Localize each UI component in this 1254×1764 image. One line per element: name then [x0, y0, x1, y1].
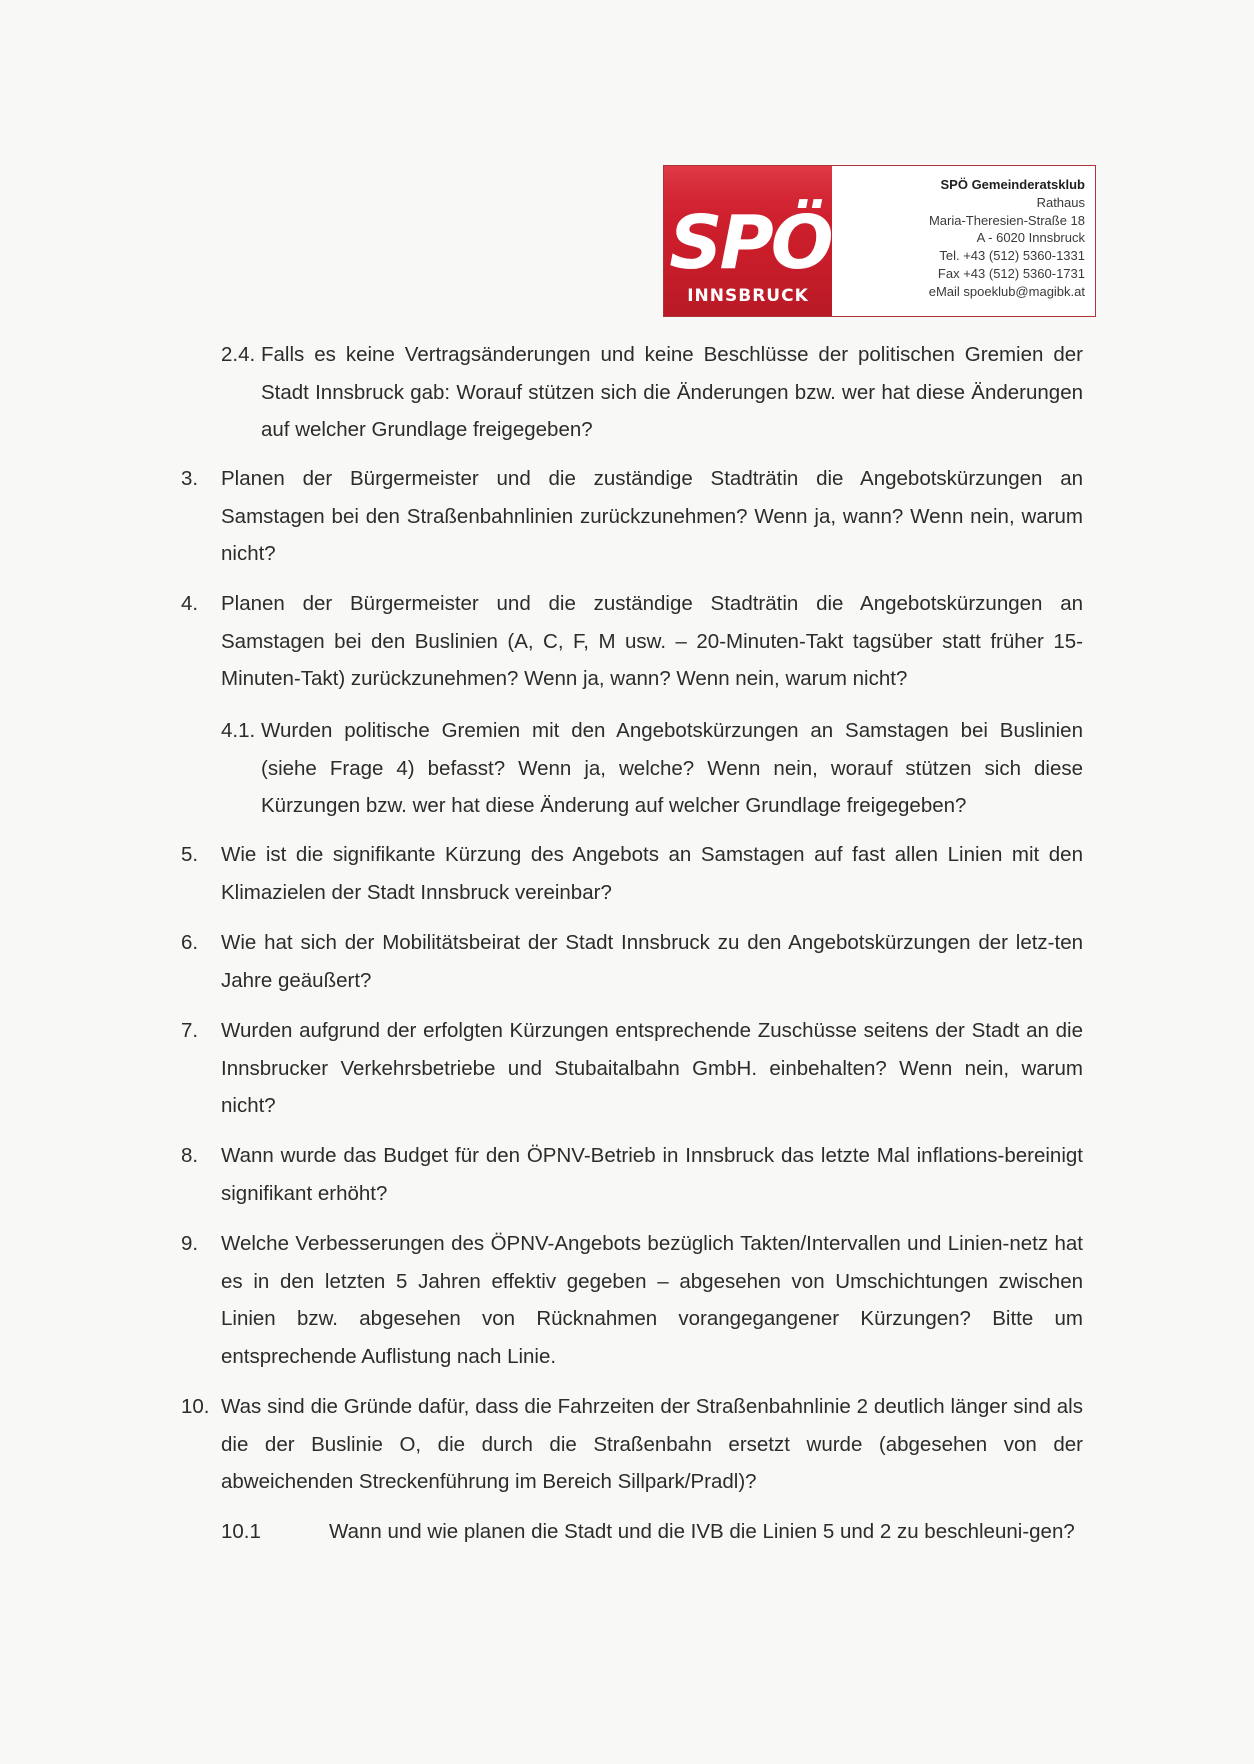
- question-item: [221, 1513, 1083, 1551]
- question-number: 10.: [181, 1395, 210, 1418]
- question-item: [181, 1137, 1083, 1212]
- letterhead: [663, 165, 1096, 317]
- question-number: 2.4.: [221, 343, 256, 366]
- question-text: [181, 1225, 1083, 1375]
- logo-city: INNSBRUCK: [687, 286, 809, 306]
- question-number: 9.: [181, 1232, 199, 1255]
- question-item: [181, 836, 1083, 911]
- question-text-content: Wurden aufgrund der erfolgten Kürzungen entsprechende Zuschüsse seitens der Stadt an die Innsbrucker Verkehrsbetriebe und Stubaitalbahn GmbH. einbehalten? Wenn nein, warum nicht?: [221, 1019, 1083, 1117]
- question-number: 8.: [181, 1144, 199, 1167]
- question-text: [221, 712, 1083, 825]
- question-text-content: Wurden politische Gremien mit den Angebotskürzungen an Samstagen bei Buslinien (siehe Frage 4) befasst? Wenn ja, welche? Wenn nein, worauf stützen sich diese Kürzungen bzw. wer hat diese Änderung auf welcher Grundlage freigegeben?: [261, 719, 1083, 817]
- question-text: [181, 924, 1083, 999]
- question-text-content: Planen der Bürgermeister und die zuständige Stadträtin die Angebotskürzungen an Samstagen bei den Buslinien (A, C, F, M usw. – 20-Minuten-Takt tagsüber statt früher 15-Minuten-Takt) zurückzunehmen? Wenn ja, wann? Wenn nein, warum nicht?: [221, 592, 1083, 690]
- question-number: 7.: [181, 1019, 199, 1042]
- question-item: [181, 1012, 1083, 1125]
- question-text: [221, 336, 1083, 449]
- question-text: [181, 1137, 1083, 1212]
- question-number: 10.1: [221, 1520, 261, 1543]
- question-text: [181, 1012, 1083, 1125]
- org-name: SPÖ Gemeinderatsklub: [940, 177, 1085, 192]
- logo-wordmark: SPÖ: [669, 200, 831, 286]
- email-line: eMail spoeklub@magibk.at: [928, 283, 1085, 299]
- question-text-content: Wie ist die signifikante Kürzung des Angebots an Samstagen auf fast allen Linien mit den Klimazielen der Stadt Innsbruck vereinbar?: [221, 843, 1083, 904]
- question-item: [181, 585, 1083, 698]
- question-text-content: Planen der Bürgermeister und die zuständige Stadträtin die Angebotskürzungen an Samstagen bei den Straßenbahnlinien zurückzunehmen? Wenn ja, wann? Wenn nein, warum nicht?: [221, 467, 1083, 565]
- question-text-content: Wie hat sich der Mobilitätsbeirat der Stadt Innsbruck zu den Angebotskürzungen der letz-ten Jahre geäußert?: [221, 931, 1083, 992]
- question-text: [221, 1513, 1083, 1551]
- question-text: [181, 1388, 1083, 1501]
- address-block: [929, 176, 1085, 301]
- question-text-content: Welche Verbesserungen des ÖPNV-Angebots bezüglich Takten/Intervallen und Linien-netz hat es in den letzten 5 Jahren effektiv gegeben – abgesehen von Umschichtungen zwischen Linien bzw. abgesehen von Rücknahmen vorangegangener Kürzungen? Bitte um entsprechende Auflistung nach Linie.: [221, 1232, 1083, 1368]
- fax-line: Fax +43 (512) 5360-1731: [937, 265, 1085, 281]
- question-text: [181, 836, 1083, 911]
- question-text-content: Falls es keine Vertragsänderungen und keine Beschlüsse der politischen Gremien der Stadt Innsbruck gab: Worauf stützen sich die Änderungen bzw. wer hat diese Änderungen auf welcher Grundlage freigegeben?: [261, 343, 1083, 441]
- question-text: [181, 585, 1083, 698]
- question-number: 5.: [181, 843, 199, 866]
- question-item: [221, 336, 1083, 449]
- question-text-content: Wann und wie planen die Stadt und die IVB die Linien 5 und 2 zu beschleuni-gen?: [329, 1520, 1075, 1543]
- question-item: [181, 1225, 1083, 1375]
- question-text: [181, 460, 1083, 573]
- question-item: [181, 1388, 1083, 1501]
- address-line: Maria-Theresien-Straße 18: [928, 212, 1085, 228]
- question-number: 3.: [181, 467, 199, 490]
- phone-line: Tel. +43 (512) 5360-1331: [939, 248, 1085, 264]
- address-line: Rathaus: [1036, 194, 1085, 210]
- question-text-content: Wann wurde das Budget für den ÖPNV-Betrieb in Innsbruck das letzte Mal inflations-bereinigt signifikant erhöht?: [221, 1144, 1083, 1205]
- question-item: [221, 712, 1083, 825]
- question-number: 4.1.: [221, 719, 256, 742]
- question-number: 4.: [181, 592, 199, 615]
- question-text-content: Was sind die Gründe dafür, dass die Fahrzeiten der Straßenbahnlinie 2 deutlich länger sind als die der Buslinie O, die durch die Straßenbahn ersetzt wurde (abgesehen von der abweichenden Streckenführung im Bereich Sillpark/Pradl)?: [221, 1395, 1083, 1493]
- spoe-logo: [664, 166, 832, 316]
- question-number: 6.: [181, 931, 199, 954]
- question-item: [181, 460, 1083, 573]
- address-line: A - 6020 Innsbruck: [976, 230, 1085, 246]
- question-item: [181, 924, 1083, 999]
